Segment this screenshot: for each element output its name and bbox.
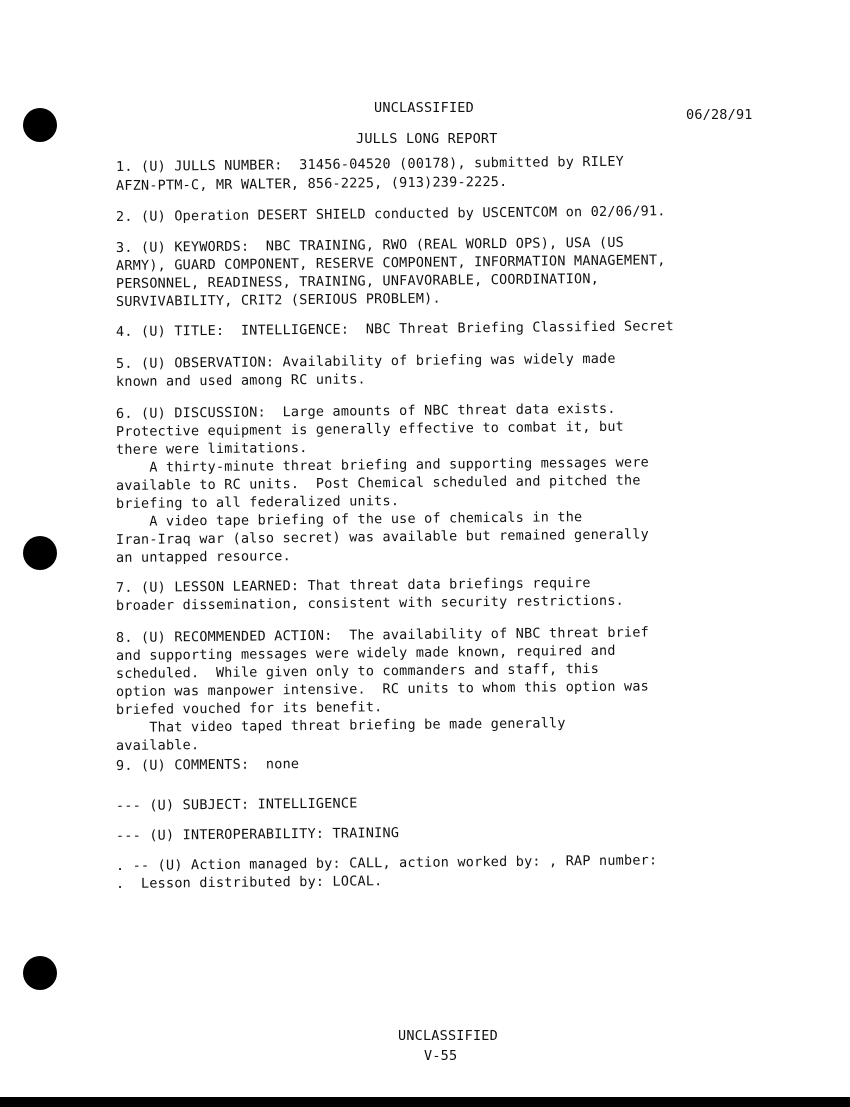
interoperability-line: --- (U) INTEROPERABILITY: TRAINING xyxy=(115,825,400,844)
section-1-line-1: 1. (U) JULLS NUMBER: 31456-04520 (00178), submitted by RILEY xyxy=(115,153,625,175)
section-7-line-1: 7. (U) LESSON LEARNED: That threat data briefings require xyxy=(115,575,591,596)
section-3-line-1: 3. (U) KEYWORDS: NBC TRAINING, RWO (REAL WORLD OPS), USA (US xyxy=(115,234,625,256)
section-6-line-5: available to RC units. Post Chemical scheduled and pitched the xyxy=(115,472,641,494)
section-6-line-3: there were limitations. xyxy=(115,439,308,458)
section-8-line-3: scheduled. While given only to commanders and staff, this xyxy=(115,660,600,682)
section-8-line-4: option was manpower intensive. RC units to whom this option was xyxy=(115,678,650,700)
punch-hole-bottom xyxy=(23,956,57,990)
section-6-line-7: A video tape briefing of the use of chemicals in the xyxy=(115,509,583,530)
classification-bottom: UNCLASSIFIED xyxy=(398,1028,498,1044)
section-5-line-1: 5. (U) OBSERVATION: Availability of briefing was widely made xyxy=(115,350,616,372)
page-number: V-55 xyxy=(424,1048,458,1064)
report-title: JULLS LONG REPORT xyxy=(356,131,498,147)
section-6-line-6: briefing to all federalized units. xyxy=(115,493,400,512)
punch-hole-middle xyxy=(23,536,57,570)
section-8-line-6: That video taped threat briefing be made generally xyxy=(115,715,566,736)
section-3-line-2: ARMY), GUARD COMPONENT, RESERVE COMPONENT, INFORMATION MANAGEMENT, xyxy=(115,252,666,274)
subject-line: --- (U) SUBJECT: INTELLIGENCE xyxy=(115,795,358,814)
section-7-line-2: broader dissemination, consistent with security restrictions. xyxy=(115,592,625,614)
report-date: 06/28/91 xyxy=(686,107,753,123)
classification-top: UNCLASSIFIED xyxy=(374,100,474,116)
scan-bottom-edge xyxy=(0,1097,850,1107)
section-4-line-1: 4. (U) TITLE: INTELLIGENCE: NBC Threat Briefing Classified Secret xyxy=(115,318,675,340)
section-2-line-1: 2. (U) Operation DESERT SHIELD conducted by USCENTCOM on 02/06/91. xyxy=(115,203,666,225)
section-6-line-9: an untapped resource. xyxy=(115,548,291,566)
section-3-line-3: PERSONNEL, READINESS, TRAINING, UNFAVORABLE, COORDINATION, xyxy=(115,270,600,292)
section-1-line-2: AFZN-PTM-C, MR WALTER, 856-2225, (913)239-2225. xyxy=(115,173,508,194)
section-9-line-1: 9. (U) COMMENTS: none xyxy=(115,756,300,774)
section-6-line-1: 6. (U) DISCUSSION: Large amounts of NBC threat data exists. xyxy=(115,400,616,422)
section-6-line-4: A thirty-minute threat briefing and supporting messages were xyxy=(115,454,650,476)
section-3-line-4: SURVIVABILITY, CRIT2 (SERIOUS PROBLEM). xyxy=(115,290,441,310)
section-6-line-2: Protective equipment is generally effective to combat it, but xyxy=(115,418,625,440)
action-line-1: . -- (U) Action managed by: CALL, action worked by: , RAP number: xyxy=(115,852,658,874)
action-line-2: . Lesson distributed by: LOCAL. xyxy=(115,873,383,892)
section-6-line-8: Iran-Iraq war (also secret) was available but remained generally xyxy=(115,526,650,548)
section-5-line-2: known and used among RC units. xyxy=(115,371,366,390)
section-8-line-2: and supporting messages were widely made known, required and xyxy=(115,642,616,664)
section-8-line-7: available. xyxy=(115,737,200,754)
section-8-line-5: briefed vouched for its benefit. xyxy=(115,699,383,718)
punch-hole-top xyxy=(23,108,57,142)
section-8-line-1: 8. (U) RECOMMENDED ACTION: The availability of NBC threat brief xyxy=(115,624,650,646)
